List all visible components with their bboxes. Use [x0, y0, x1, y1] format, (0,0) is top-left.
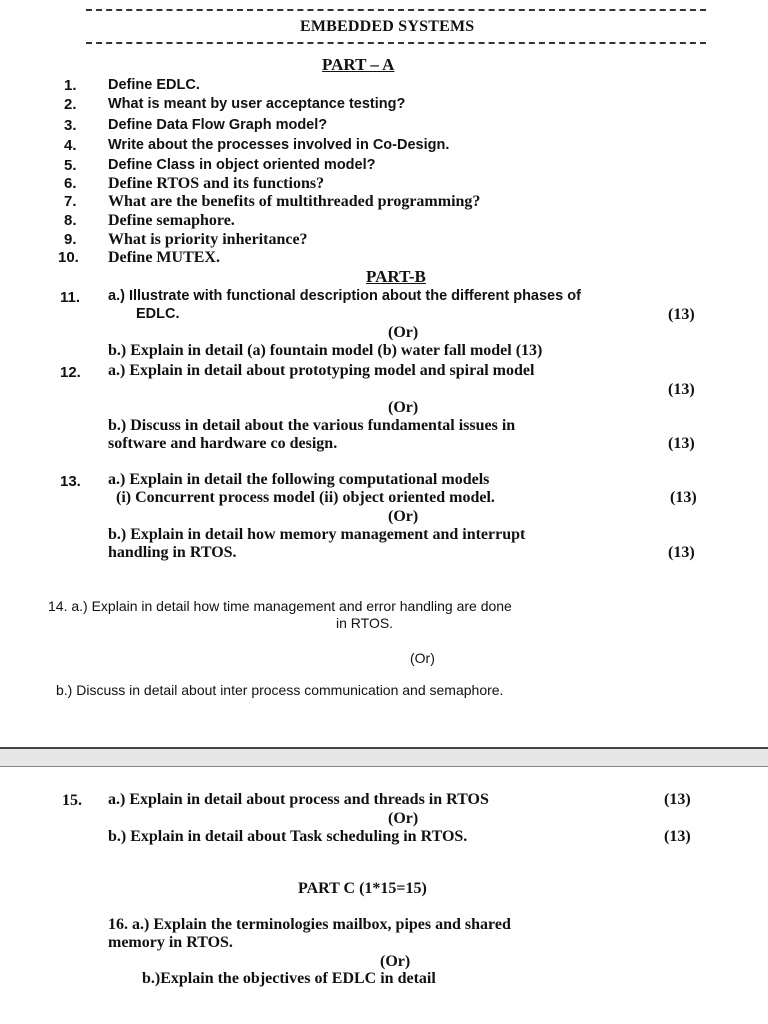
marks: (13) — [668, 435, 695, 452]
question-text: Define MUTEX. — [108, 249, 220, 266]
question-number: 15. — [62, 792, 82, 809]
q15-b-text: b.) Explain in detail about Task scheduling in RTOS. — [108, 828, 468, 845]
q16-b-text: b.)Explain the objectives of EDLC in detail — [142, 970, 436, 987]
marks: (13) — [664, 791, 691, 808]
question-number: 2. — [64, 96, 77, 113]
marks: (13) — [670, 489, 697, 506]
question-text: Define Data Flow Graph model? — [108, 117, 328, 133]
q13-b-text-cont: handling in RTOS. — [108, 544, 237, 561]
or-separator: (Or) — [380, 953, 411, 970]
question-number: 11. — [60, 289, 81, 306]
or-separator: (Or) — [388, 324, 419, 341]
question-number: 6. — [64, 175, 77, 192]
exam-title: EMBEDDED SYSTEMS — [300, 18, 475, 35]
marks: (13) — [668, 544, 695, 561]
q16-a-text-cont: memory in RTOS. — [108, 934, 233, 951]
q11-a-text-cont: EDLC. — [136, 306, 180, 322]
question-number: 3. — [64, 117, 77, 134]
q11-a-text: a.) Illustrate with functional description about the different phases of — [108, 288, 581, 304]
question-number: 4. — [64, 137, 77, 154]
part-a-heading: PART – A — [322, 55, 395, 74]
page-break-bottom-line — [0, 766, 768, 767]
or-separator: (Or) — [388, 810, 419, 827]
question-text: What is priority inheritance? — [108, 231, 308, 248]
question-number: 7. — [64, 193, 77, 210]
question-text: Write about the processes involved in Co-Design. — [108, 137, 450, 153]
q13-a-text-cont: (i) Concurrent process model (ii) object oriented model. — [116, 489, 495, 506]
q14-b-text: b.) Discuss in detail about inter process communication and semaphore. — [56, 682, 504, 698]
part-b-heading: PART-B — [366, 267, 426, 286]
marks: (13) — [668, 381, 695, 398]
question-number: 8. — [64, 212, 77, 229]
q16-a-text: 16. a.) Explain the terminologies mailbox, pipes and shared — [108, 916, 511, 933]
question-number: 1. — [64, 77, 77, 94]
question-number: 10. — [58, 249, 79, 266]
q12-b-text-cont: software and hardware co design. — [108, 435, 338, 452]
page-break-gap — [0, 749, 768, 766]
q11-b-text: b.) Explain in detail (a) fountain model (b) water fall model (13) — [108, 342, 543, 359]
q12-b-text: b.) Discuss in detail about the various fundamental issues in — [108, 417, 516, 434]
q13-a-text: a.) Explain in detail the following computational models — [108, 471, 490, 488]
title-dashed-rule — [86, 42, 706, 44]
marks: (13) — [664, 828, 691, 845]
question-text: Define semaphore. — [108, 212, 235, 229]
q13-b-text: b.) Explain in detail how memory management and interrupt — [108, 526, 526, 543]
question-text: What are the benefits of multithreaded programming? — [108, 193, 481, 210]
question-text: Define RTOS and its functions? — [108, 175, 325, 192]
q12-a-text: a.) Explain in detail about prototyping model and spiral model — [108, 362, 535, 379]
marks: (13) — [668, 306, 695, 323]
q14-a-text-cont: in RTOS. — [336, 615, 394, 631]
top-dashed-rule — [86, 9, 706, 11]
question-number: 5. — [64, 157, 77, 174]
question-number: 9. — [64, 231, 77, 248]
part-c-heading: PART C (1*15=15) — [298, 880, 427, 897]
question-text: Define EDLC. — [108, 77, 200, 93]
or-separator: (Or) — [388, 399, 419, 416]
question-number: 12. — [60, 364, 81, 381]
q15-a-text: a.) Explain in detail about process and threads in RTOS — [108, 791, 489, 808]
or-separator: (Or) — [388, 508, 419, 525]
question-text: What is meant by user acceptance testing? — [108, 96, 406, 112]
question-text: Define Class in object oriented model? — [108, 157, 376, 173]
q14-a-text: 14. a.) Explain in detail how time management and error handling are done — [48, 598, 512, 614]
question-number: 13. — [60, 473, 81, 490]
or-separator: (Or) — [410, 650, 435, 666]
